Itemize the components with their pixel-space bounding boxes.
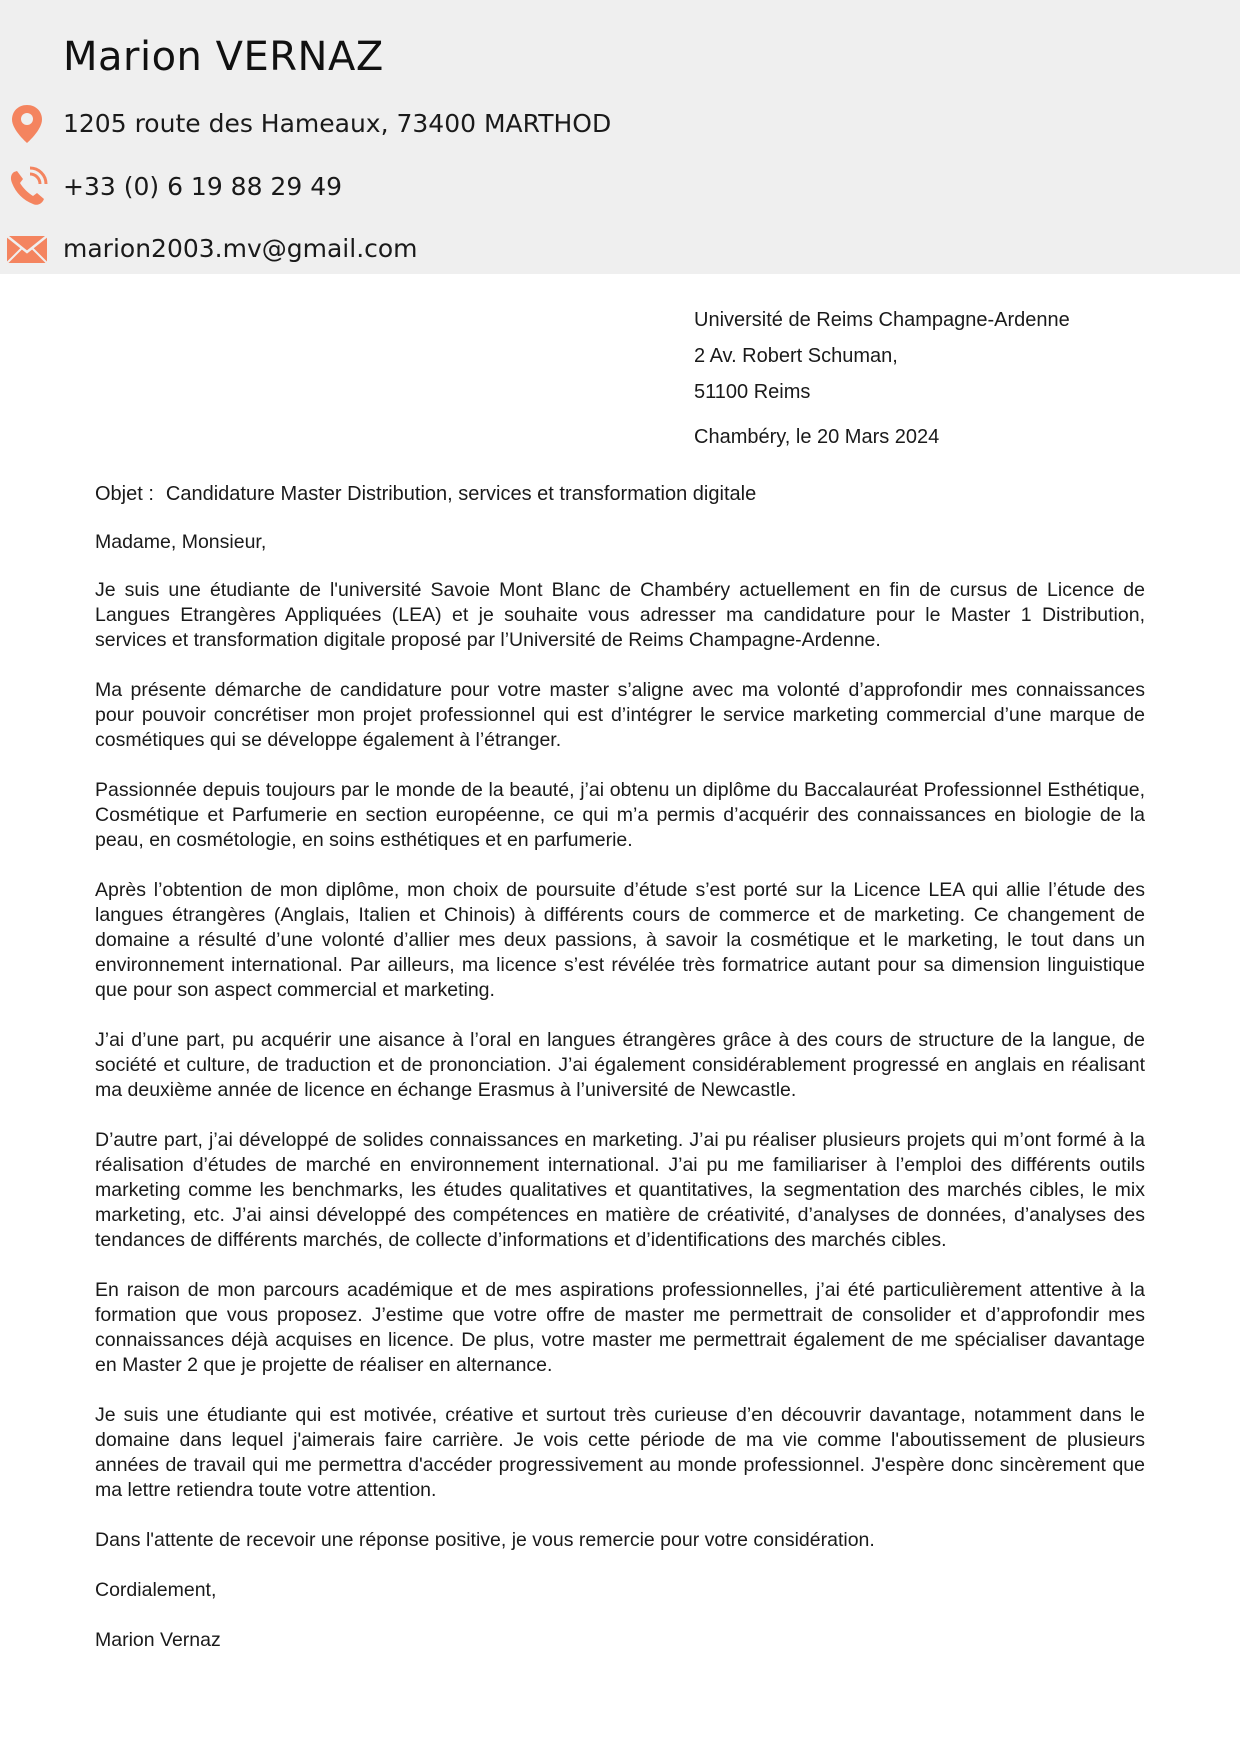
phone-icon — [6, 166, 48, 208]
subject-label: Objet : — [95, 483, 154, 505]
sender-address: 1205 route des Hameaux, 73400 MARTHOD — [63, 109, 612, 138]
paragraph: Je suis une étudiante de l'université Savoie Mont Blanc de Chambéry actuellement en fin de cursus de Licence de Langues Etrangères Appliquées (LEA) et je souhaite vous adresser ma candidature pour le Master 1 Distribution, services et transformation digitale proposé par l’Université de Reims Champagne-Ardenne. — [95, 579, 1145, 651]
location-pin-icon — [6, 103, 48, 145]
email-row — [0, 222, 900, 272]
paragraph: Ma présente démarche de candidature pour votre master s’aligne avec ma volonté d’approfondir mes connaissances pour pouvoir concrétiser mon projet professionnel qui est d’intégrer le service marketing commercial d’une marque de cosmétiques qui se développe également à l’étranger. — [95, 679, 1145, 751]
paragraph: Après l’obtention de mon diplôme, mon choix de poursuite d’étude s’est porté sur la Licence LEA qui allie l’étude des langues étrangères (Anglais, Italien et Chinois) à différents cours de commerce et de marketing. Ce changement de domaine a résulté d’une volonté d’allier mes deux passions, à savoir la cosmétique et le marketing, le tout dans un environnement international. Par ailleurs, ma licence s’est révélée très formatrice autant pour sa dimension linguistique que pour son aspect commercial et marketing. — [95, 879, 1145, 1001]
paragraph: D’autre part, j’ai développé de solides connaissances en marketing. J’ai pu réaliser plusieurs projets qui m’ont formé à la réalisation d’études de marché en environnement international. J’ai pu me familiariser à l’emploi des différents outils marketing comme les benchmarks, les études qualitatives et quantitatives, la segmentation des marchés cibles, le mix marketing, etc. J’ai ainsi développé des compétences en matière de créativité, d’analyses de données, d’analyses des tendances de différents marchés, de collecte d’informations et d’identifications des marchés cibles. — [95, 1129, 1145, 1251]
paragraph: Dans l'attente de recevoir une réponse positive, je vous remercie pour votre considération. — [95, 1529, 875, 1551]
address-row — [0, 97, 900, 147]
recipient-line: 51100 Reims — [694, 381, 811, 403]
sender-name: Marion VERNAZ — [63, 34, 384, 80]
paragraph: J’ai d’une part, pu acquérir une aisance à l’oral en langues étrangères grâce à des cours de structure de la langue, de société et culture, de traduction et de prononciation. J’ai également considérablement progressé en anglais en réalisant ma deuxième année de licence en échange Erasmus à l’université de Newcastle. — [95, 1029, 1145, 1101]
paragraph: En raison de mon parcours académique et de mes aspirations professionnelles, j’ai été particulièrement attentive à la formation que vous proposez. J’estime que votre offre de master me permettrait de consolider et d’approfondir mes connaissances déjà acquises en licence. De plus, votre master me permettrait également de me spécialiser davantage en Master 2 que je projette de réaliser en alternance. — [95, 1279, 1145, 1376]
salutation: Madame, Monsieur, — [95, 531, 267, 553]
header-band — [0, 0, 1240, 274]
letter-date: Chambéry, le 20 Mars 2024 — [694, 426, 940, 448]
paragraph: Passionnée depuis toujours par le monde de la beauté, j’ai obtenu un diplôme du Baccalauréat Professionnel Esthétique, Cosmétique et Parfumerie en section européenne, ce qui m’a permis d’acquérir des connaissances en biologie de la peau, en cosmétologie, en soins esthétiques et en parfumerie. — [95, 779, 1145, 851]
letter-body — [95, 530, 1145, 1678]
closing: Cordialement, — [95, 1579, 217, 1601]
envelope-icon — [6, 228, 48, 270]
paragraph: Je suis une étudiante qui est motivée, créative et surtout très curieuse d’en découvrir davantage, notamment dans le domaine dans lequel j'aimerais faire carrière. Je vois cette période de ma vie comme l'aboutissement de plusieurs années de travail qui me permettra d'accéder progressivement au monde professionnel. J'espère donc sincèrement que ma lettre retiendra toute votre attention. — [95, 1404, 1145, 1501]
sender-email: marion2003.mv@gmail.com — [63, 234, 418, 263]
recipient-block — [694, 302, 1070, 410]
recipient-line: 2 Av. Robert Schuman, — [694, 345, 898, 367]
signature: Marion Vernaz — [95, 1629, 221, 1651]
subject-text: Candidature Master Distribution, services et transformation digitale — [165, 483, 757, 505]
recipient-line: Université de Reims Champagne-Ardenne — [694, 309, 1070, 331]
phone-row — [0, 160, 900, 210]
subject-line — [95, 483, 756, 506]
sender-phone: +33 (0) 6 19 88 29 49 — [63, 172, 343, 201]
